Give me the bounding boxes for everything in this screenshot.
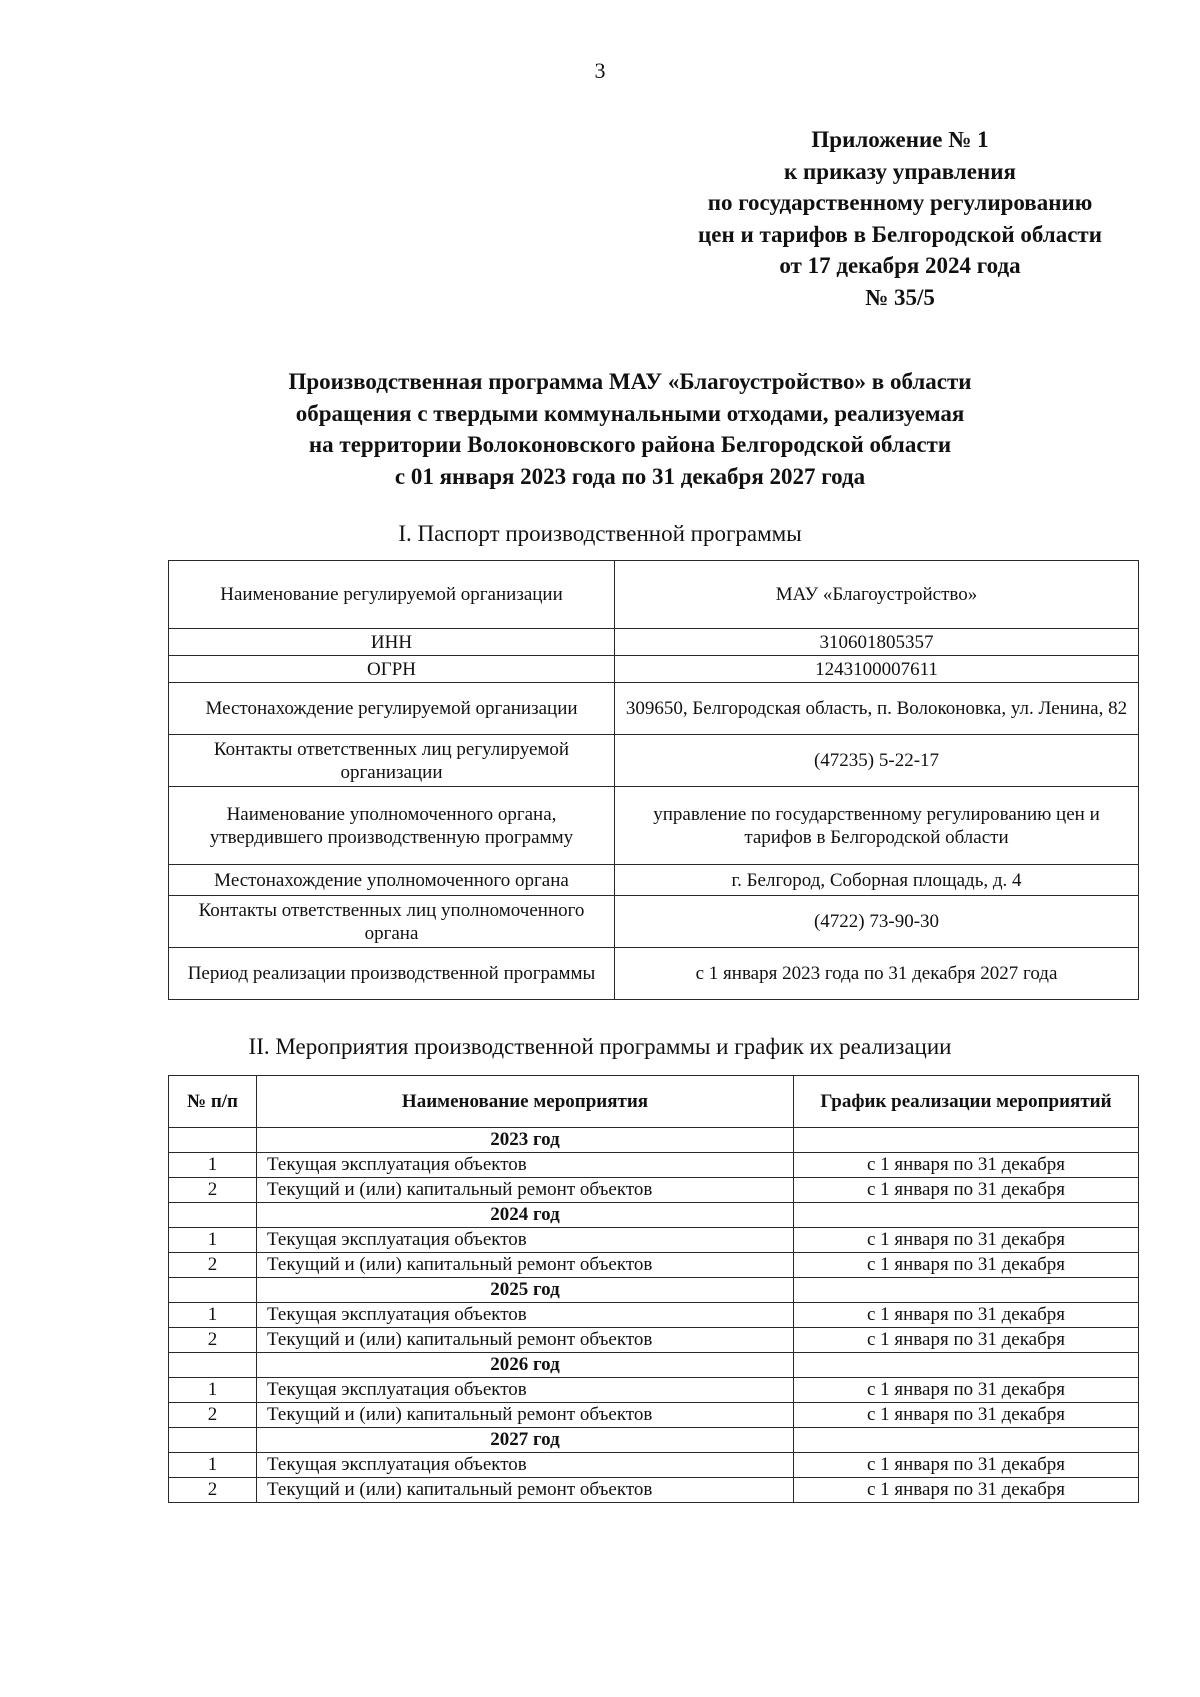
year-label: 2025 год <box>257 1278 794 1303</box>
appendix-header <box>640 124 1160 313</box>
passport-value: с 1 января 2023 года по 31 декабря 2027 года <box>615 948 1139 1000</box>
table-row <box>169 735 1139 787</box>
appendix-line: № 35/5 <box>865 284 935 310</box>
event-schedule: с 1 января по 31 декабря <box>794 1478 1139 1503</box>
event-number: 2 <box>169 1253 257 1278</box>
year-row <box>169 1353 1139 1378</box>
passport-value: управление по государственному регулированию цен и тарифов в Белгородской области <box>615 787 1139 865</box>
event-name: Текущая эксплуатация объектов <box>257 1303 794 1328</box>
event-schedule: с 1 января по 31 декабря <box>794 1378 1139 1403</box>
table-row <box>169 629 1139 656</box>
program-title-line: на территории Волоконовского района Белгородской области <box>308 432 952 457</box>
table-row <box>169 1328 1139 1353</box>
event-number: 2 <box>169 1328 257 1353</box>
passport-value: 310601805357 <box>615 629 1139 656</box>
program-title-line: с 01 января 2023 года по 31 декабря 2027 года <box>394 463 866 489</box>
event-name: Текущая эксплуатация объектов <box>257 1378 794 1403</box>
appendix-line: цен и тарифов в Белгородской области <box>698 221 1102 247</box>
table-row <box>169 1228 1139 1253</box>
table-row <box>169 683 1139 735</box>
table-row <box>169 787 1139 865</box>
event-number: 2 <box>169 1403 257 1428</box>
num-column-header: № п/п <box>169 1076 257 1128</box>
appendix-line: от 17 декабря 2024 года <box>779 253 1021 278</box>
passport-label: Местонахождение регулируемой организации <box>169 683 615 735</box>
table-row <box>169 1378 1139 1403</box>
program-title-line: обращения с твердыми коммунальными отходами, реализуемая <box>295 400 965 426</box>
passport-label: ИНН <box>169 629 615 656</box>
events-section-title: II. Мероприятия производственной программы и график их реализации <box>248 1034 952 1059</box>
table-row <box>169 1453 1139 1478</box>
passport-value: 309650, Белгородская область, п. Волоконовка, ул. Ленина, 82 <box>615 683 1139 735</box>
year-label: 2023 год <box>257 1128 794 1153</box>
event-schedule: с 1 января по 31 декабря <box>794 1178 1139 1203</box>
event-number: 1 <box>169 1228 257 1253</box>
passport-label: Местонахождение уполномоченного органа <box>169 865 615 896</box>
program-title-line: Производственная программа МАУ «Благоустройство» в области <box>288 369 972 394</box>
table-row <box>169 656 1139 683</box>
event-number: 1 <box>169 1453 257 1478</box>
passport-value: (47235) 5-22-17 <box>615 735 1139 787</box>
event-number: 1 <box>169 1303 257 1328</box>
event-name: Текущая эксплуатация объектов <box>257 1153 794 1178</box>
year-row <box>169 1278 1139 1303</box>
event-name: Текущий и (или) капитальный ремонт объектов <box>257 1328 794 1353</box>
event-number: 1 <box>169 1153 257 1178</box>
event-name: Текущая эксплуатация объектов <box>257 1228 794 1253</box>
table-row <box>169 1478 1139 1503</box>
year-row <box>169 1428 1139 1453</box>
passport-value: МАУ «Благоустройство» <box>615 561 1139 629</box>
year-label: 2026 год <box>257 1353 794 1378</box>
table-row <box>169 1303 1139 1328</box>
schedule-column-header: График реализации мероприятий <box>794 1076 1139 1128</box>
passport-value: (4722) 73-90-30 <box>615 896 1139 948</box>
year-label: 2024 год <box>257 1203 794 1228</box>
passport-value: г. Белгород, Соборная площадь, д. 4 <box>615 865 1139 896</box>
event-name: Текущий и (или) капитальный ремонт объектов <box>257 1478 794 1503</box>
event-name: Текущий и (или) капитальный ремонт объектов <box>257 1403 794 1428</box>
events-table <box>168 1075 1139 1503</box>
appendix-line: по государственному регулированию <box>707 190 1093 215</box>
name-column-header: Наименование мероприятия <box>257 1076 794 1128</box>
appendix-line: к приказу управления <box>784 158 1016 184</box>
event-schedule: с 1 января по 31 декабря <box>794 1453 1139 1478</box>
passport-label: Наименование уполномоченного органа, утвердившего производственную программу <box>169 787 615 865</box>
passport-value: 1243100007611 <box>615 656 1139 683</box>
passport-label: Наименование регулируемой организации <box>169 561 615 629</box>
table-header-row <box>169 1076 1139 1128</box>
passport-label: Контакты ответственных лиц уполномоченного органа <box>169 896 615 948</box>
program-title <box>170 366 1090 492</box>
year-row <box>169 1128 1139 1153</box>
page-number: 3 <box>594 58 606 83</box>
table-row <box>169 896 1139 948</box>
passport-label: Контакты ответственных лиц регулируемой организации <box>169 735 615 787</box>
event-name: Текущий и (или) капитальный ремонт объектов <box>257 1178 794 1203</box>
event-number: 2 <box>169 1478 257 1503</box>
table-row <box>169 1178 1139 1203</box>
event-schedule: с 1 января по 31 декабря <box>794 1253 1139 1278</box>
event-name: Текущий и (или) капитальный ремонт объектов <box>257 1253 794 1278</box>
event-schedule: с 1 января по 31 декабря <box>794 1328 1139 1353</box>
passport-label: Период реализации производственной программы <box>169 948 615 1000</box>
table-row <box>169 948 1139 1000</box>
table-row <box>169 1403 1139 1428</box>
table-row <box>169 1253 1139 1278</box>
event-number: 2 <box>169 1178 257 1203</box>
event-schedule: с 1 января по 31 декабря <box>794 1303 1139 1328</box>
passport-label: ОГРН <box>169 656 615 683</box>
appendix-line: Приложение № 1 <box>811 127 989 152</box>
table-row <box>169 1153 1139 1178</box>
year-row <box>169 1203 1139 1228</box>
passport-section-title: I. Паспорт производственной программы <box>398 521 802 546</box>
event-schedule: с 1 января по 31 декабря <box>794 1228 1139 1253</box>
passport-table <box>168 560 1139 1000</box>
event-number: 1 <box>169 1378 257 1403</box>
event-schedule: с 1 января по 31 декабря <box>794 1153 1139 1178</box>
table-row <box>169 561 1139 629</box>
event-name: Текущая эксплуатация объектов <box>257 1453 794 1478</box>
event-schedule: с 1 января по 31 декабря <box>794 1403 1139 1428</box>
table-row <box>169 865 1139 896</box>
year-label: 2027 год <box>257 1428 794 1453</box>
